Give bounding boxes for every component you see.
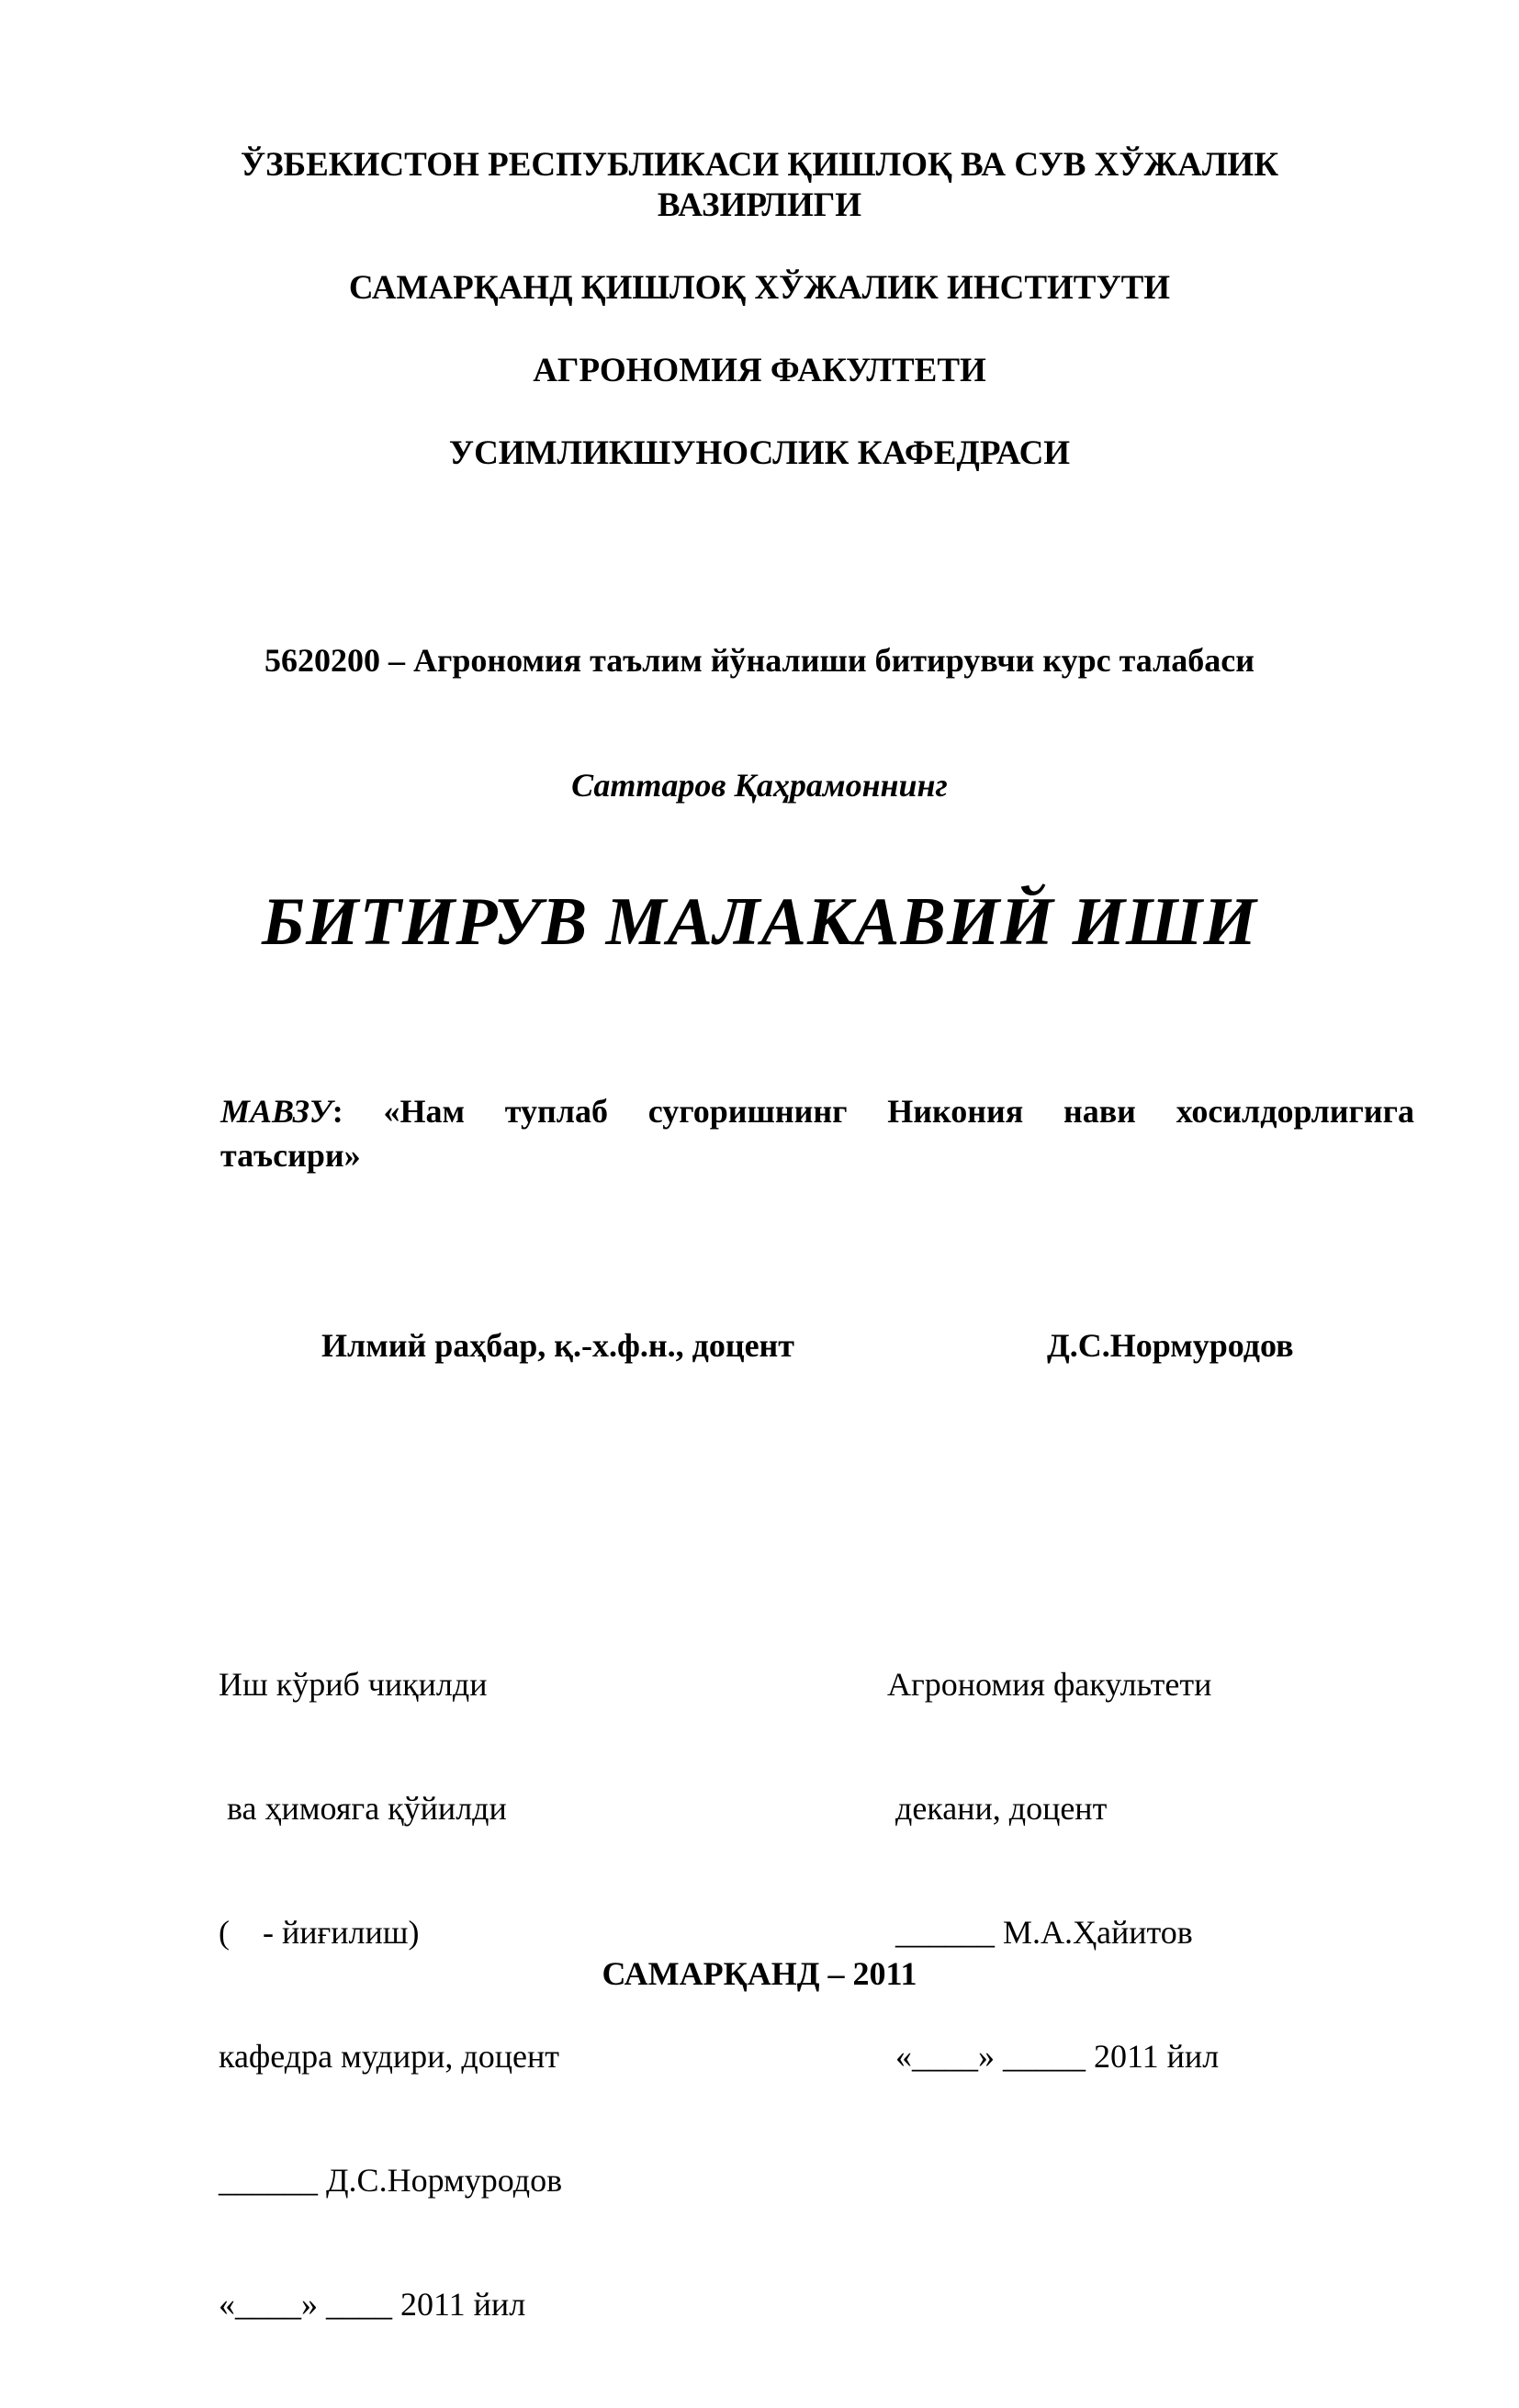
ministry-line-2: ВАЗИРЛИГИ [657,186,862,224]
topic-block [220,1089,1414,1177]
dean-line: Агрономия факультети [887,1666,1212,1703]
topic-word: «Нам [383,1093,466,1130]
topic-word: сугоришнинг [647,1093,848,1130]
faculty-heading: АГРОНОМИЯ ФАКУЛТЕТИ [533,352,986,389]
approval-line: ва ҳимояга қўйилди [219,1790,507,1827]
topic-line-2: таъсири» [220,1137,361,1174]
topic-word: хосилдорлигига [1176,1093,1414,1130]
dean-approval-block [887,1581,1219,2160]
approval-line: ______ Д.С.Нормуродов [219,2162,563,2199]
institute-heading: САМАРҚАНД ҚИШЛОҚ ХЎЖАЛИК ИНСТИТУТИ [348,269,1171,307]
advisor-name: Д.С.Нормуродов [1047,1327,1294,1364]
department-heading: УСИМЛИКШУНОСЛИК КАФЕДРАСИ [448,434,1071,472]
ministry-heading [0,145,1519,226]
city-year-footer: САМАРҚАНД – 2011 [602,1955,917,1992]
topic-line-1 [220,1089,1414,1133]
dean-line: ______ М.А.Ҳайитов [887,1914,1193,1951]
topic-word: Никония [887,1093,1024,1130]
dean-line: «____» _____ 2011 йил [887,2038,1220,2075]
topic-word: нави [1063,1093,1136,1130]
department-approval-block [219,1581,562,2408]
topic-label-group [220,1089,343,1133]
work-title: БИТИРУВ МАЛАКАВИЙ ИШИ [262,884,1257,960]
program-line: 5620200 – Агрономия таълим йўналиши битирувчи курс талабаси [264,642,1255,679]
approval-line: «____» ____ 2011 йил [219,2286,526,2323]
advisor-title: Илмий раҳбар, қ.-х.ф.н., доцент [321,1327,794,1364]
topic-word: туплаб [504,1093,608,1130]
approval-line: кафедра мудири, доцент [219,2038,559,2075]
approval-line: Иш кўриб чиқилди [219,1666,488,1703]
dean-line: декани, доцент [887,1790,1108,1827]
student-name: Саттаров Қаҳрамоннинг [571,767,948,804]
topic-label: МАВЗУ [220,1093,332,1130]
ministry-line-1: ЎЗБЕКИСТОН РЕСПУБЛИКАСИ ҚИШЛОҚ ВА СУВ ХЎЖАЛИК [240,146,1279,184]
topic-colon: : [332,1093,343,1130]
approval-line: ( - йиғилиш) [219,1914,420,1951]
